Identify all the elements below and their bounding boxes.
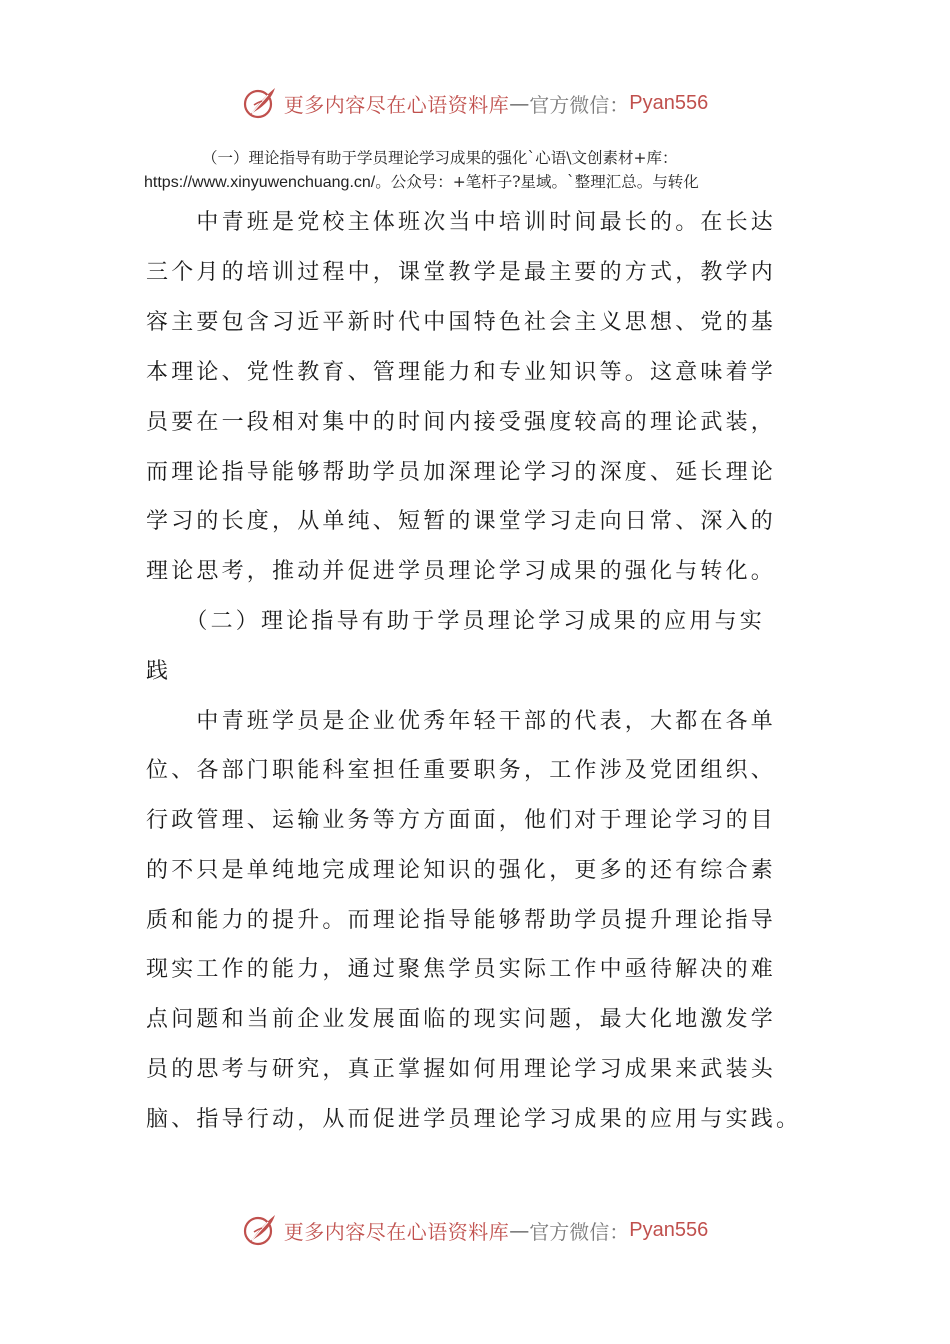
section-heading-cont: 践 (146, 659, 172, 684)
footer-banner (0, 1210, 950, 1250)
banner-title: 更多内容尽在心语资料库 (283, 92, 510, 117)
body-line: 本理论、党性教育、管理能力和专业知识等。这意味着学 (146, 360, 777, 385)
banner-dash: — (509, 1218, 530, 1242)
body-line: 现实工作的能力，通过聚焦学员实际工作中亟待解决的难 (146, 957, 777, 982)
body-line: 员要在一段相对集中的时间内接受强度较高的理论武装， (146, 410, 777, 435)
body-line: 中青班是党校主体班次当中培训时间最长的。在长达 (146, 210, 777, 235)
banner-wechat-label: 官方微信： (529, 92, 630, 117)
body-line: 中青班学员是企业优秀年轻干部的代表，大都在各单 (146, 709, 777, 734)
banner-wechat-id: Pyan556 (629, 1218, 709, 1241)
banner-wechat-id: Pyan556 (629, 91, 709, 114)
quill-pen-logo-icon (242, 1212, 278, 1248)
header-banner (0, 83, 950, 123)
banner-wechat-label: 官方微信： (529, 1219, 630, 1244)
watermark-line-2 (144, 170, 699, 195)
banner-dash: — (509, 91, 530, 115)
body-line: 的不只是单纯地完成理论知识的强化，更多的还有综合素 (146, 858, 777, 883)
body-line: 学习的长度，从单纯、短暂的课堂学习走向日常、深入的 (146, 509, 777, 534)
section-heading: （二）理论指导有助于学员理论学习成果的应用与实 (146, 609, 766, 634)
body-line: 质和能力的提升。而理论指导能够帮助学员提升理论指导 (146, 908, 777, 933)
watermark-line-2-rest: 。公众号：+笔杆子?星域。`整理汇总。与转化 (375, 173, 699, 191)
watermark-line-1: （一）理论指导有助于学员理论学习成果的强化`心语\文创素材+库： (202, 149, 678, 167)
body-line: 点问题和当前企业发展面临的现实问题，最大化地激发学 (146, 1007, 777, 1032)
banner-title: 更多内容尽在心语资料库 (283, 1219, 510, 1244)
quill-pen-logo-icon (242, 85, 278, 121)
body-line: 行政管理、运输业务等方方面面，他们对于理论学习的目 (146, 808, 777, 833)
body-line: 脑、指导行动，从而促进学员理论学习成果的应用与实践。 (146, 1107, 802, 1132)
body-line: 三个月的培训过程中，课堂教学是最主要的方式，教学内 (146, 260, 777, 285)
body-line: 而理论指导能够帮助学员加深理论学习的深度、延长理论 (146, 460, 777, 485)
body-line: 理论思考，推动并促进学员理论学习成果的强化与转化。 (146, 559, 777, 584)
body-line: 员的思考与研究，真正掌握如何用理论学习成果来武装头 (146, 1057, 777, 1082)
body-line: 容主要包含习近平新时代中国特色社会主义思想、党的基 (146, 310, 777, 335)
body-line: 位、各部门职能科室担任重要职务，工作涉及党团组织、 (146, 758, 777, 783)
watermark-url: https://www.xinyuwenchuang.cn/ (144, 174, 376, 191)
